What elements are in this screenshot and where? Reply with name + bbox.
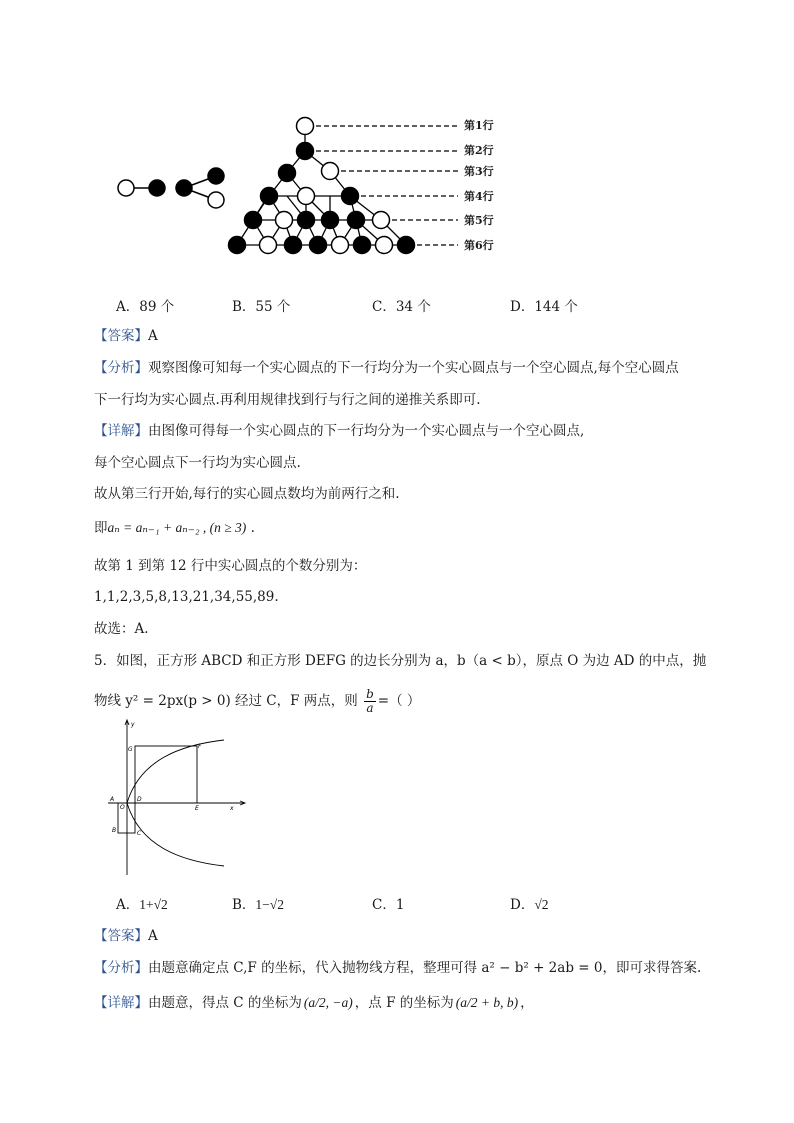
tree-nodes: [229, 118, 415, 254]
row-label-2: 第2行: [464, 144, 494, 157]
q5-stem-line1: 5．如图，正方形 ABCD 和正方形 DEFG 的边长分别为 a，b（a < b），原点 O 为边 AD 的中点，抛: [94, 653, 707, 669]
node-r5f: [373, 212, 390, 229]
node-r4a: [261, 188, 278, 205]
label-o: O: [120, 804, 125, 811]
q4-counts: 1,1,2,3,5,8,13,21,34,55,89.: [94, 589, 279, 605]
row-label-6: 第6行: [464, 239, 494, 252]
node-r6h: [398, 237, 415, 254]
q4-detail-line3: 故从第三行开始,每行的实心圆点数均为前两行之和.: [94, 486, 400, 502]
node-r6f: [354, 237, 371, 254]
q5-stem-line2: 物线 y² = 2px(p > 0) 经过 C，F 两点，则 $\frac{b}{a}$ =（ ）: [94, 687, 421, 715]
node-r5b: [276, 212, 293, 229]
label-f: F: [198, 743, 202, 750]
legend-right: [176, 168, 224, 208]
node-r1: [297, 118, 314, 135]
coord-c: (a/2, −a): [303, 995, 353, 1010]
q5-option-c: C．1: [372, 897, 405, 913]
q4-choose: 故选：A.: [94, 621, 149, 637]
node-r3b: [322, 163, 339, 180]
label-a: A: [110, 796, 115, 803]
tree-figure-svg: [0, 0, 794, 270]
row-label-5: 第5行: [464, 214, 494, 227]
row-label-1: 第1行: [464, 119, 494, 132]
square-defg: [135, 746, 197, 803]
q4-answer: 【答案】A: [94, 328, 158, 344]
q5-detail: 【详解】由题意，得点 C 的坐标为 (a/2, −a) ，点 F 的坐标为 (a/2 + b, b) ，: [94, 995, 534, 1011]
recurrence-formula: aₙ = aₙ₋₁ + aₙ₋₂ , (n ≥ 3): [107, 520, 247, 535]
row-label-3: 第3行: [464, 165, 494, 178]
q4-detail-line2: 每个空心圆点下一行均为实心圆点.: [94, 455, 301, 471]
node-r6a: [229, 237, 246, 254]
label-g: G: [128, 746, 133, 753]
q5-analysis: 【分析】由题意确定点 C,F 的坐标，代入抛物线方程，整理可得 a² − b² + 2ab = 0，即可求得答案.: [94, 960, 702, 976]
q4-counts-intro: 故第 1 到第 12 行中实心圆点的个数分别为：: [94, 558, 367, 574]
q4-recurrence: 即aₙ = aₙ₋₁ + aₙ₋₂ , (n ≥ 3) .: [94, 520, 255, 536]
q5-option-b: B．1−√2: [232, 897, 284, 913]
node-r3a: [279, 165, 296, 182]
label-x: x: [230, 805, 234, 812]
q4-option-a: A．89 个: [116, 299, 175, 315]
node-r5c: [298, 212, 315, 229]
coord-f: (a/2 + b, b): [455, 995, 519, 1010]
q5-option-a: A．1+√2: [116, 897, 168, 913]
parabola-graph: [100, 715, 260, 880]
label-e: E: [195, 805, 199, 812]
label-y: y: [131, 721, 135, 728]
node-r6b: [260, 237, 277, 254]
node-r6e: [332, 237, 349, 254]
label-c: C: [137, 830, 142, 837]
q5-option-d: D．√2: [510, 897, 549, 913]
row-label-4: 第4行: [464, 190, 494, 203]
fraction-b-over-a: $\frac{b}{a}$: [366, 687, 374, 715]
q4-analysis-line1: 【分析】观察图像可知每一个实心圆点的下一行均分为一个实心圆点与一个空心圆点,每个空心圆点: [94, 360, 679, 376]
q4-detail-line1: 【详解】由图像可得每一个实心圆点的下一行均分为一个实心圆点与一个空心圆点,: [94, 423, 585, 439]
tree-figure: [0, 0, 794, 270]
label-d: D: [137, 796, 142, 803]
q4-option-b: B．55 个: [232, 299, 291, 315]
node-r5a: [245, 212, 262, 229]
parabola-graph-svg: [100, 715, 260, 880]
node-r6g: [376, 237, 393, 254]
node-r5d: [322, 212, 339, 229]
node-r4b: [298, 188, 315, 205]
label-b: B: [112, 827, 117, 834]
row-guides: [316, 126, 458, 245]
node-r5e: [348, 212, 365, 229]
node-r2: [297, 143, 314, 160]
q4-option-c: C．34 个: [372, 299, 431, 315]
q4-analysis-line2: 下一行均为实心圆点.再利用规律找到行与行之间的递推关系即可.: [94, 392, 481, 408]
q5-answer: 【答案】A: [94, 928, 158, 944]
q4-option-d: D．144 个: [510, 299, 578, 315]
node-r4c: [342, 188, 359, 205]
node-r6c: [285, 237, 302, 254]
legend-left: [118, 180, 165, 196]
node-r6d: [310, 237, 327, 254]
